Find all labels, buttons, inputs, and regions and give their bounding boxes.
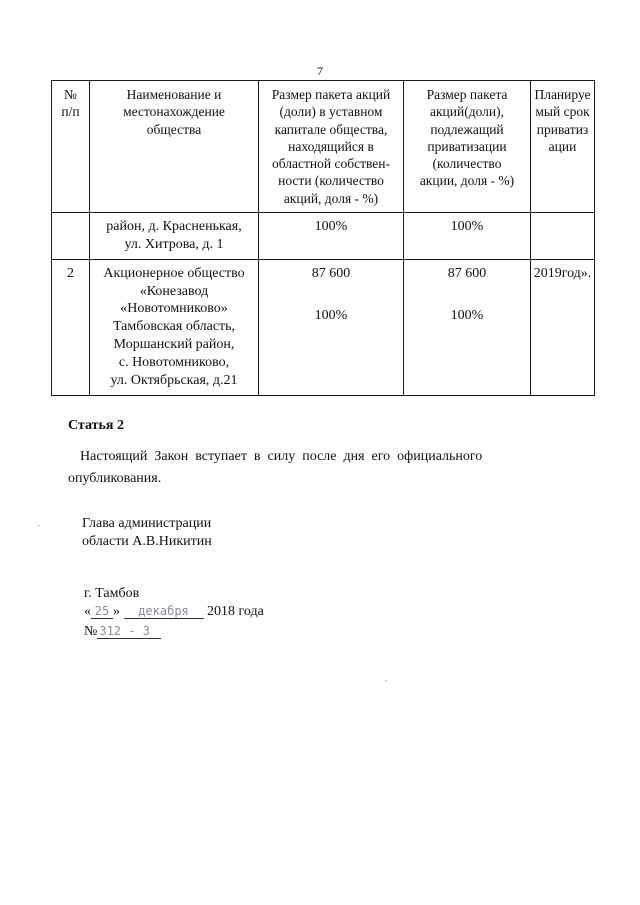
cell-name xyxy=(90,259,259,395)
cell-name-text: Акционерное общество «Конезавод «Новотомниково» Тамбовская область, Моршанский район, с. Новотомниково, ул. Октябрьская, д.21 xyxy=(103,265,245,389)
privatization-count: 87 600 xyxy=(447,265,487,281)
privatization-share: 100% xyxy=(450,307,484,323)
law-number-line xyxy=(84,624,161,640)
cell-capital: 100% xyxy=(259,212,404,259)
cell-name-text: район, д. Красненькая, ул. Хитрова, д. 1 xyxy=(106,218,242,252)
cell-term xyxy=(531,212,595,259)
cell-name xyxy=(90,212,259,259)
table-row xyxy=(52,212,595,259)
article-text-line2: опубликования. xyxy=(68,470,162,486)
signature-title: Глава администрации xyxy=(82,516,212,531)
cell-term: 2019год». xyxy=(531,259,595,395)
capital-count: 87 600 xyxy=(311,265,351,281)
date-day: 25 xyxy=(91,604,113,619)
signature-name: области А.В.Никитин xyxy=(82,534,212,550)
cell-capital xyxy=(259,259,404,395)
header-name xyxy=(90,81,259,213)
date-line xyxy=(84,604,264,620)
article-text xyxy=(68,446,588,489)
header-privatization-text: Размер пакета акций(доли), подлежащий приватизации (количество акции, доля - %) xyxy=(419,87,515,189)
cell-num xyxy=(52,212,90,259)
cell-privatization: 100% xyxy=(404,212,531,259)
date-month: декабря xyxy=(124,604,204,619)
place: г. Тамбов xyxy=(84,586,140,601)
law-number-prefix: № xyxy=(84,624,98,639)
scan-speck xyxy=(38,525,40,526)
date-open-quote: « xyxy=(84,604,91,619)
table-row xyxy=(52,259,595,395)
header-capital xyxy=(259,81,404,213)
article-title: Статья 2 xyxy=(68,418,124,433)
header-num-text: № п/п xyxy=(61,87,80,120)
table-header-row xyxy=(52,81,595,213)
header-capital-text: Размер пакета акций (доли) в уставном капитале общества, находящийся в областной собствен- ности (количество акций, доля - %) xyxy=(271,87,391,206)
date-close-quote: » xyxy=(113,604,120,619)
header-term-text: Планируе мый срок приватиз ации xyxy=(534,87,591,154)
page-number: 7 xyxy=(317,64,323,78)
header-num xyxy=(52,81,90,213)
cell-num: 2 xyxy=(52,259,90,395)
article-text-line1: Настоящий Закон вступает в силу после дня его официального xyxy=(80,449,483,464)
capital-share: 100% xyxy=(314,307,348,323)
privatization-table xyxy=(51,80,595,396)
law-number-value: 312 - З xyxy=(97,624,161,639)
signature-block xyxy=(82,515,212,551)
scan-speck xyxy=(385,680,387,681)
header-privatization xyxy=(404,81,531,213)
cell-privatization xyxy=(404,259,531,395)
header-name-text: Наименование и местонахождение общества xyxy=(123,87,225,137)
date-year: 2018 года xyxy=(207,604,264,619)
header-term xyxy=(531,81,595,213)
